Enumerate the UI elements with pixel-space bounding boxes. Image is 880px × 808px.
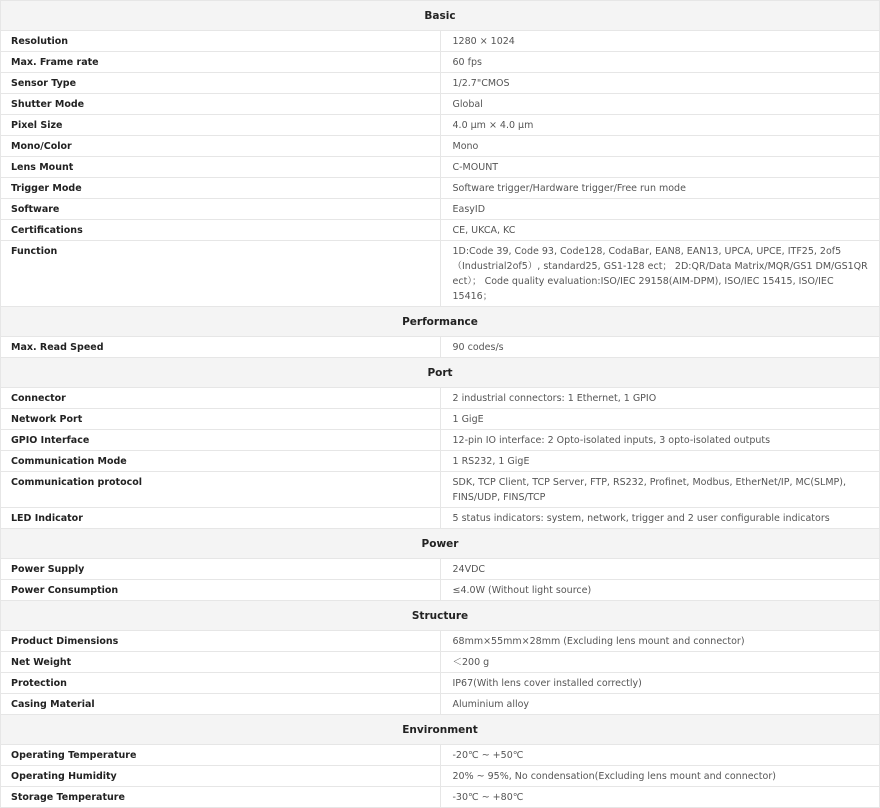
spec-label: Operating Humidity [1,766,441,787]
spec-value: 1D:Code 39, Code 93, Code128, CodaBar, EAN8, EAN13, UPCA, UPCE, ITF25, 2of5（Industrial2of5）, standard25, GS1-128 ect； 2D:QR/Data Matrix/MQR/GS1 DM/GS1QR ect）； Code quality evaluation:ISO/IEC 29158(AIM-DPM), ISO/IEC 15415, ISO/IEC 15416； [440,241,880,307]
spec-value: IP67(With lens cover installed correctly) [440,673,880,694]
section-title: Power [1,529,880,559]
table-row [1,580,880,601]
table-row [1,115,880,136]
spec-value: 1 GigE [440,409,880,430]
spec-label: LED Indicator [1,508,441,529]
table-row [1,559,880,580]
spec-value: Software trigger/Hardware trigger/Free run mode [440,178,880,199]
table-row [1,31,880,52]
spec-value: 20% ~ 95%, No condensation(Excluding lens mount and connector) [440,766,880,787]
section-header-port [1,358,880,388]
table-row [1,673,880,694]
spec-label: Protection [1,673,441,694]
spec-label: Communication Mode [1,451,441,472]
section-title: Basic [1,1,880,31]
section-title: Environment [1,715,880,745]
section-title: Performance [1,307,880,337]
spec-value: 90 codes/s [440,337,880,358]
spec-value: 24VDC [440,559,880,580]
spec-label: Max. Read Speed [1,337,441,358]
spec-value: 1 RS232, 1 GigE [440,451,880,472]
spec-label: Software [1,199,441,220]
spec-value: C-MOUNT [440,157,880,178]
spec-label: Trigger Mode [1,178,441,199]
section-title: Structure [1,601,880,631]
spec-label: Net Weight [1,652,441,673]
table-row [1,73,880,94]
spec-label: Power Supply [1,559,441,580]
spec-label: Casing Material [1,694,441,715]
table-row [1,178,880,199]
spec-value: ≤4.0W (Without light source) [440,580,880,601]
table-row [1,52,880,73]
table-row [1,220,880,241]
spec-value: -20℃ ~ +50℃ [440,745,880,766]
spec-label: Function [1,241,441,307]
spec-label: Certifications [1,220,441,241]
spec-value: 68mm×55mm×28mm (Excluding lens mount and connector) [440,631,880,652]
spec-label: Mono/Color [1,136,441,157]
table-row [1,787,880,808]
spec-value: Global [440,94,880,115]
table-row [1,337,880,358]
spec-label: Power Consumption [1,580,441,601]
spec-label: Lens Mount [1,157,441,178]
spec-value: EasyID [440,199,880,220]
table-row [1,241,880,307]
table-row [1,508,880,529]
spec-label: Network Port [1,409,441,430]
spec-label: Storage Temperature [1,787,441,808]
spec-value: 12-pin IO interface: 2 Opto-isolated inputs, 3 opto-isolated outputs [440,430,880,451]
spec-label: Product Dimensions [1,631,441,652]
spec-label: Max. Frame rate [1,52,441,73]
table-row [1,157,880,178]
spec-value: 1280 × 1024 [440,31,880,52]
spec-value: 1/2.7"CMOS [440,73,880,94]
table-row [1,451,880,472]
table-row [1,694,880,715]
spec-label: Pixel Size [1,115,441,136]
table-row [1,199,880,220]
spec-label: Operating Temperature [1,745,441,766]
table-row [1,472,880,508]
section-header-basic [1,1,880,31]
table-row [1,745,880,766]
spec-value: Mono [440,136,880,157]
spec-label: Shutter Mode [1,94,441,115]
section-header-performance [1,307,880,337]
table-row [1,409,880,430]
spec-value: -30℃ ~ +80℃ [440,787,880,808]
section-header-environment [1,715,880,745]
table-row [1,136,880,157]
spec-value: Aluminium alloy [440,694,880,715]
spec-value: 60 fps [440,52,880,73]
table-row [1,388,880,409]
spec-label: GPIO Interface [1,430,441,451]
section-title: Port [1,358,880,388]
spec-label: Resolution [1,31,441,52]
spec-value: SDK, TCP Client, TCP Server, FTP, RS232, Profinet, Modbus, EtherNet/IP, MC(SLMP), FINS/UDP, FINS/TCP [440,472,880,508]
spec-value: CE, UKCA, KC [440,220,880,241]
spec-label: Connector [1,388,441,409]
table-row [1,652,880,673]
table-row [1,631,880,652]
table-row [1,430,880,451]
table-row [1,766,880,787]
spec-label: Communication protocol [1,472,441,508]
spec-value: 2 industrial connectors: 1 Ethernet, 1 GPIO [440,388,880,409]
table-row [1,94,880,115]
spec-value: 5 status indicators: system, network, trigger and 2 user configurable indicators [440,508,880,529]
section-header-power [1,529,880,559]
spec-value: ＜200 g [440,652,880,673]
spec-value: 4.0 μm × 4.0 μm [440,115,880,136]
section-header-structure [1,601,880,631]
specification-table-body [1,1,880,808]
spec-label: Sensor Type [1,73,441,94]
